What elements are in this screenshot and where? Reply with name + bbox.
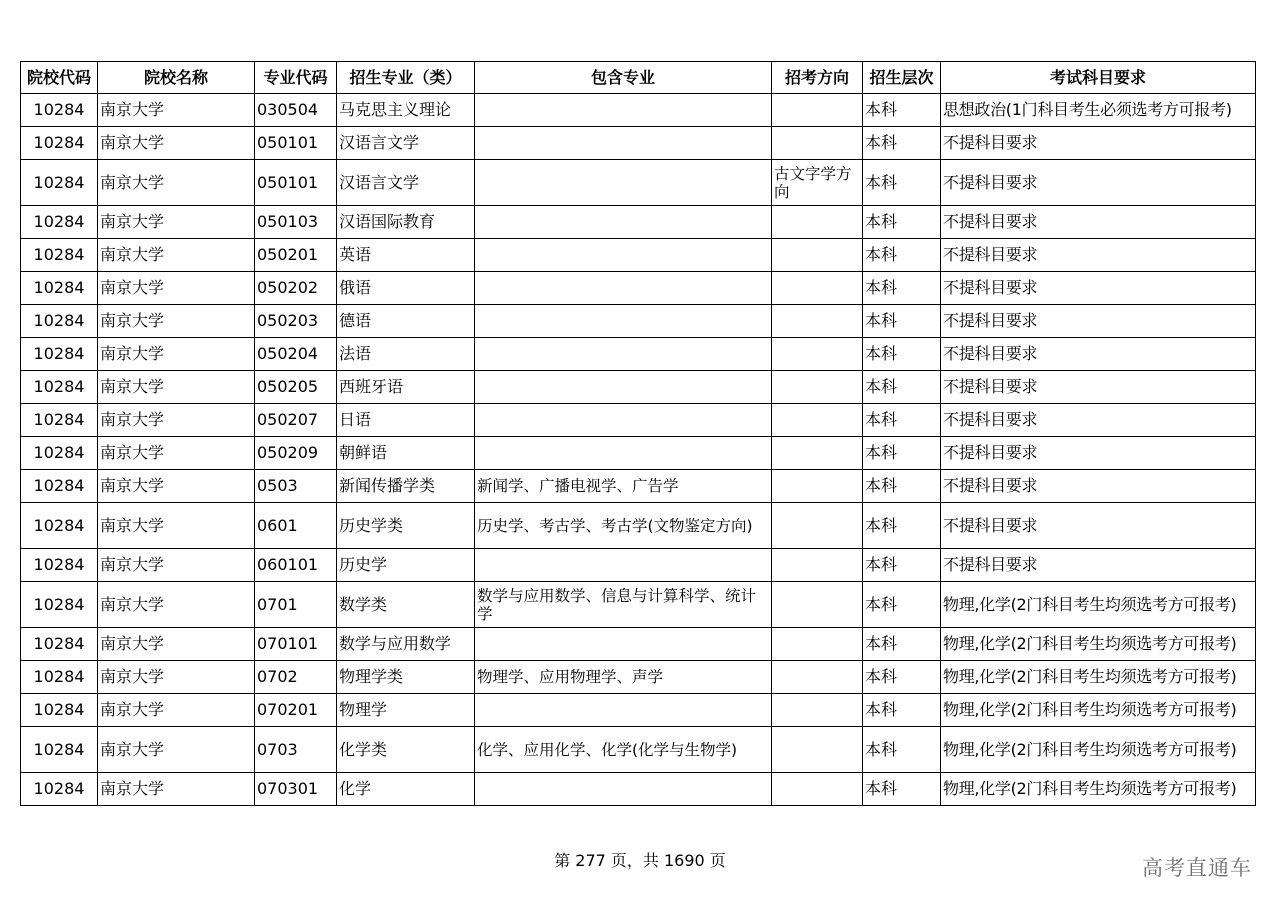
cell-subject-requirement: 物理,化学(2门科目考生均须选考方可报考) [941,582,1256,628]
table-body [21,94,1256,806]
cell-major-code: 050103 [255,206,337,239]
cell-major-code: 050205 [255,371,337,404]
cell-level: 本科 [863,549,941,582]
cell-included-majors [475,694,772,727]
table-row [21,437,1256,470]
cell-school-name: 南京大学 [98,582,255,628]
cell-level: 本科 [863,727,941,773]
cell-major-code: 050202 [255,272,337,305]
cell-school-code: 10284 [21,160,98,206]
cell-school-code: 10284 [21,773,98,806]
cell-school-name: 南京大学 [98,94,255,127]
cell-direction [772,727,863,773]
cell-subject-requirement: 不提科目要求 [941,127,1256,160]
cell-direction: 古文字学方向 [772,160,863,206]
cell-direction [772,272,863,305]
table-row [21,160,1256,206]
cell-level: 本科 [863,127,941,160]
cell-school-code: 10284 [21,628,98,661]
cell-major: 汉语国际教育 [337,206,475,239]
cell-major-code: 0703 [255,727,337,773]
cell-school-code: 10284 [21,371,98,404]
cell-subject-requirement: 不提科目要求 [941,371,1256,404]
cell-included-majors [475,437,772,470]
cell-included-majors [475,549,772,582]
cell-school-code: 10284 [21,305,98,338]
table-row [21,694,1256,727]
cell-direction [772,503,863,549]
cell-level: 本科 [863,160,941,206]
cell-included-majors [475,127,772,160]
cell-included-majors [475,94,772,127]
cell-direction [772,206,863,239]
cell-direction [772,628,863,661]
cell-subject-requirement: 不提科目要求 [941,305,1256,338]
cell-subject-requirement: 不提科目要求 [941,272,1256,305]
cell-major-code: 050201 [255,239,337,272]
table-row [21,470,1256,503]
cell-school-name: 南京大学 [98,338,255,371]
cell-included-majors [475,628,772,661]
cell-subject-requirement: 不提科目要求 [941,437,1256,470]
cell-direction [772,305,863,338]
cell-level: 本科 [863,773,941,806]
cell-subject-requirement: 不提科目要求 [941,549,1256,582]
cell-subject-requirement: 物理,化学(2门科目考生均须选考方可报考) [941,628,1256,661]
cell-major: 西班牙语 [337,371,475,404]
cell-major: 历史学 [337,549,475,582]
cell-school-name: 南京大学 [98,661,255,694]
table-row [21,582,1256,628]
header-subject-requirement: 考试科目要求 [941,62,1256,94]
cell-subject-requirement: 物理,化学(2门科目考生均须选考方可报考) [941,773,1256,806]
cell-school-code: 10284 [21,404,98,437]
cell-subject-requirement: 不提科目要求 [941,239,1256,272]
cell-level: 本科 [863,694,941,727]
cell-major-code: 050207 [255,404,337,437]
cell-major-code: 0601 [255,503,337,549]
cell-school-code: 10284 [21,470,98,503]
cell-included-majors [475,206,772,239]
cell-school-code: 10284 [21,127,98,160]
cell-school-name: 南京大学 [98,727,255,773]
cell-direction [772,239,863,272]
cell-major: 俄语 [337,272,475,305]
cell-major: 汉语言文学 [337,127,475,160]
cell-included-majors [475,160,772,206]
cell-included-majors: 数学与应用数学、信息与计算科学、统计学 [475,582,772,628]
header-row [21,62,1256,94]
cell-major: 物理学类 [337,661,475,694]
cell-included-majors [475,338,772,371]
cell-subject-requirement: 不提科目要求 [941,503,1256,549]
cell-direction [772,94,863,127]
cell-major: 化学类 [337,727,475,773]
table-row [21,371,1256,404]
table-row [21,404,1256,437]
cell-level: 本科 [863,437,941,470]
cell-subject-requirement: 思想政治(1门科目考生必须选考方可报考) [941,94,1256,127]
table-row [21,127,1256,160]
cell-major-code: 050209 [255,437,337,470]
cell-direction [772,694,863,727]
header-school-name: 院校名称 [98,62,255,94]
cell-major: 新闻传播学类 [337,470,475,503]
cell-school-code: 10284 [21,239,98,272]
admission-majors-table [20,61,1256,806]
cell-included-majors [475,773,772,806]
header-school-code: 院校代码 [21,62,98,94]
cell-school-name: 南京大学 [98,371,255,404]
cell-school-name: 南京大学 [98,305,255,338]
cell-level: 本科 [863,404,941,437]
cell-school-code: 10284 [21,582,98,628]
cell-level: 本科 [863,661,941,694]
cell-school-code: 10284 [21,694,98,727]
cell-major-code: 050101 [255,160,337,206]
cell-major: 历史学类 [337,503,475,549]
cell-major-code: 0701 [255,582,337,628]
cell-major-code: 070301 [255,773,337,806]
cell-major: 朝鲜语 [337,437,475,470]
cell-direction [772,404,863,437]
table-header [21,62,1256,94]
cell-school-name: 南京大学 [98,239,255,272]
cell-level: 本科 [863,94,941,127]
cell-included-majors [475,371,772,404]
cell-included-majors: 化学、应用化学、化学(化学与生物学) [475,727,772,773]
cell-direction [772,338,863,371]
cell-school-name: 南京大学 [98,549,255,582]
cell-level: 本科 [863,272,941,305]
cell-included-majors [475,305,772,338]
cell-major: 德语 [337,305,475,338]
cell-level: 本科 [863,239,941,272]
cell-included-majors: 新闻学、广播电视学、广告学 [475,470,772,503]
cell-school-name: 南京大学 [98,404,255,437]
cell-included-majors: 历史学、考古学、考古学(文物鉴定方向) [475,503,772,549]
cell-level: 本科 [863,470,941,503]
table-row [21,94,1256,127]
header-major-code: 专业代码 [255,62,337,94]
cell-school-name: 南京大学 [98,694,255,727]
table-row [21,272,1256,305]
cell-direction [772,773,863,806]
cell-school-name: 南京大学 [98,503,255,549]
cell-level: 本科 [863,338,941,371]
cell-level: 本科 [863,206,941,239]
cell-level: 本科 [863,582,941,628]
cell-direction [772,470,863,503]
cell-school-name: 南京大学 [98,127,255,160]
table-row [21,549,1256,582]
cell-included-majors [475,272,772,305]
cell-school-name: 南京大学 [98,206,255,239]
cell-school-name: 南京大学 [98,272,255,305]
cell-major: 物理学 [337,694,475,727]
cell-direction [772,582,863,628]
cell-direction [772,371,863,404]
cell-subject-requirement: 物理,化学(2门科目考生均须选考方可报考) [941,694,1256,727]
cell-school-code: 10284 [21,661,98,694]
header-included-majors: 包含专业 [475,62,772,94]
cell-school-name: 南京大学 [98,773,255,806]
cell-school-code: 10284 [21,272,98,305]
table-row [21,338,1256,371]
cell-major-code: 0702 [255,661,337,694]
watermark: 高考直通车 [1142,856,1252,880]
cell-direction [772,549,863,582]
header-direction: 招考方向 [772,62,863,94]
cell-school-name: 南京大学 [98,470,255,503]
cell-school-code: 10284 [21,549,98,582]
header-major: 招生专业（类） [337,62,475,94]
cell-direction [772,127,863,160]
cell-included-majors [475,404,772,437]
table-row [21,628,1256,661]
cell-included-majors: 物理学、应用物理学、声学 [475,661,772,694]
page-number: 第 277 页，共 1690 页 [554,851,726,870]
cell-school-code: 10284 [21,503,98,549]
cell-major: 英语 [337,239,475,272]
cell-school-name: 南京大学 [98,628,255,661]
cell-direction [772,437,863,470]
table-row [21,206,1256,239]
table-row [21,239,1256,272]
cell-level: 本科 [863,371,941,404]
cell-school-code: 10284 [21,206,98,239]
cell-major: 汉语言文学 [337,160,475,206]
cell-level: 本科 [863,305,941,338]
cell-major-code: 060101 [255,549,337,582]
cell-major-code: 070101 [255,628,337,661]
cell-level: 本科 [863,503,941,549]
cell-major-code: 050101 [255,127,337,160]
cell-level: 本科 [863,628,941,661]
cell-subject-requirement: 物理,化学(2门科目考生均须选考方可报考) [941,661,1256,694]
cell-subject-requirement: 不提科目要求 [941,160,1256,206]
cell-major: 数学与应用数学 [337,628,475,661]
cell-school-code: 10284 [21,437,98,470]
table-row [21,661,1256,694]
cell-school-name: 南京大学 [98,160,255,206]
table-row [21,503,1256,549]
cell-direction [772,661,863,694]
cell-major: 法语 [337,338,475,371]
cell-major-code: 070201 [255,694,337,727]
cell-subject-requirement: 不提科目要求 [941,404,1256,437]
cell-school-name: 南京大学 [98,437,255,470]
cell-school-code: 10284 [21,338,98,371]
cell-subject-requirement: 物理,化学(2门科目考生均须选考方可报考) [941,727,1256,773]
cell-included-majors [475,239,772,272]
cell-major-code: 030504 [255,94,337,127]
cell-subject-requirement: 不提科目要求 [941,338,1256,371]
cell-major: 化学 [337,773,475,806]
cell-school-code: 10284 [21,727,98,773]
cell-major-code: 050204 [255,338,337,371]
cell-major-code: 0503 [255,470,337,503]
cell-subject-requirement: 不提科目要求 [941,470,1256,503]
cell-subject-requirement: 不提科目要求 [941,206,1256,239]
header-level: 招生层次 [863,62,941,94]
cell-major: 日语 [337,404,475,437]
cell-school-code: 10284 [21,94,98,127]
cell-major-code: 050203 [255,305,337,338]
table-row [21,773,1256,806]
cell-major: 马克思主义理论 [337,94,475,127]
cell-major: 数学类 [337,582,475,628]
table-row [21,305,1256,338]
table-row [21,727,1256,773]
